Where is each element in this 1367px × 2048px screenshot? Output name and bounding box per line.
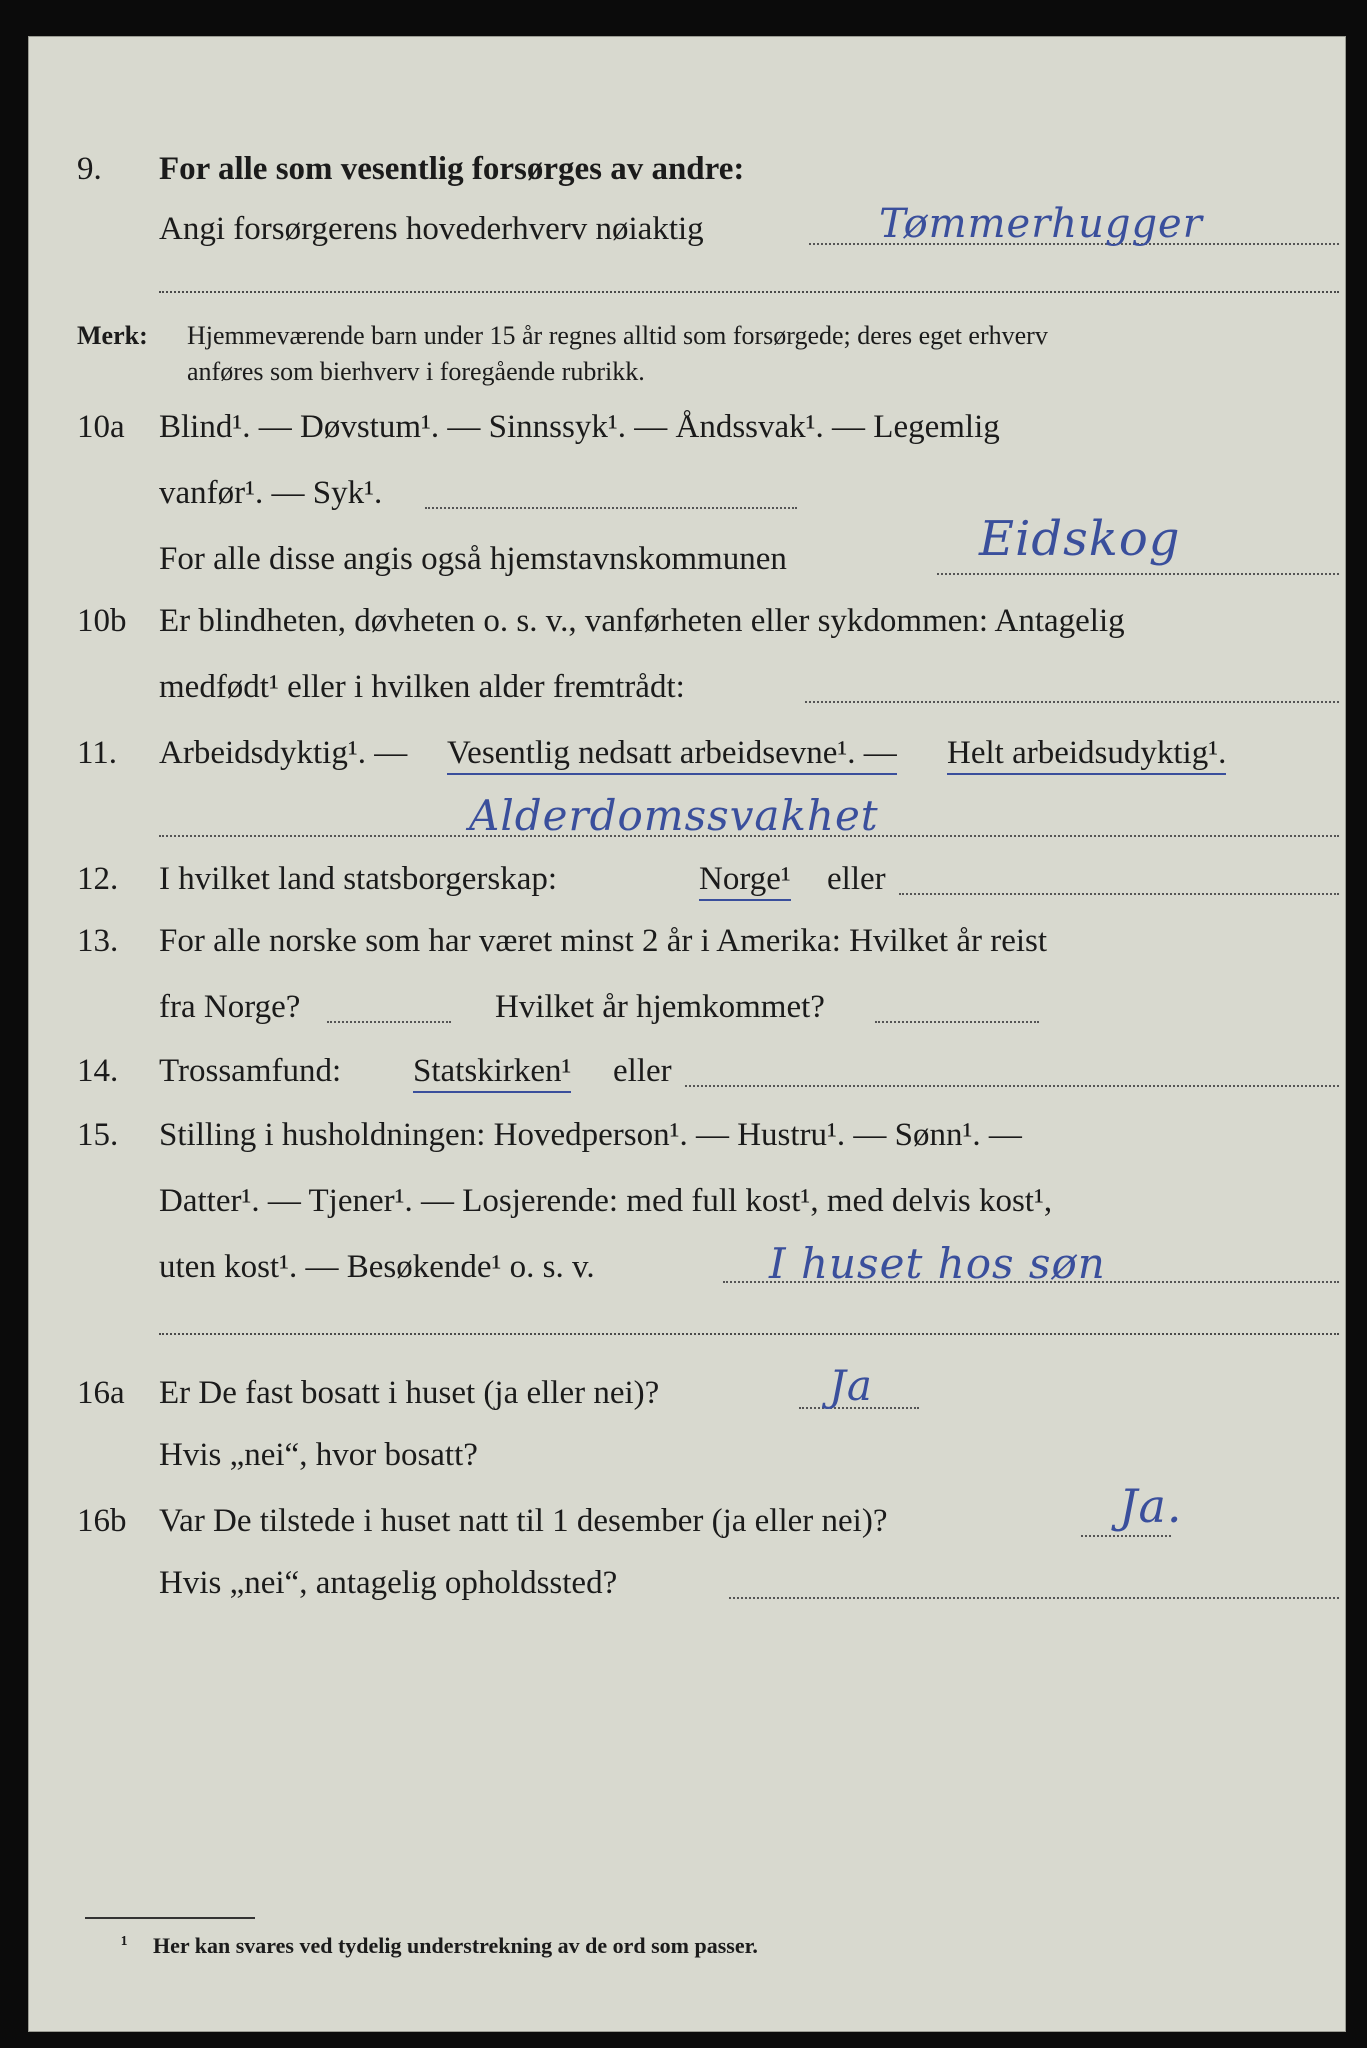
q9-row-2	[29, 201, 1345, 249]
q11-row-1	[29, 733, 1345, 773]
q15-row-3	[29, 1239, 1345, 1288]
merk-text-1: Hjemmeværende barn under 15 år regnes alltid som forsørgede; deres eget erhverv	[187, 321, 1048, 350]
q9-heading: For alle som vesentlig forsørges av andre:	[159, 151, 745, 187]
q10a-row-3	[29, 511, 1345, 579]
q16a-text-2: Hvis „nei“, hvor bosatt?	[159, 1437, 478, 1473]
q14-row	[29, 1051, 1345, 1091]
q10b-text-2: medfødt¹ eller i hvilken alder fremtrådt:	[159, 669, 685, 705]
q13-text-1: For alle norske som har været minst 2 år i Amerika: Hvilket år reist	[159, 923, 1048, 959]
census-form-page	[28, 36, 1346, 2032]
q10a-kommune-line	[937, 573, 1339, 575]
q11-answer-handwritten: Alderdomssvakhet	[469, 791, 879, 840]
footnote-mark: ¹	[121, 1931, 128, 1956]
merk-row-1	[29, 319, 1345, 359]
q14-option-statskirken: Statskirken¹	[413, 1051, 571, 1093]
q13-reist-line	[327, 1021, 451, 1023]
q16b-row-2	[29, 1563, 1345, 1603]
q10a-text-3: For alle disse angis også hjemstavnskommunen	[159, 541, 787, 577]
footnote-divider	[85, 1917, 255, 1919]
divider	[159, 291, 1339, 293]
q16b-text-2: Hvis „nei“, antagelig opholdssted?	[159, 1565, 618, 1601]
q10a-syk-line	[425, 507, 797, 509]
q14-eller: eller	[613, 1053, 672, 1089]
merk-text-2: anføres som bierhverv i foregående rubrikk.	[187, 357, 645, 386]
q13-text-2b: Hvilket år hjemkommet?	[495, 989, 825, 1025]
q13-row-1	[29, 921, 1345, 961]
q10a-row-1	[29, 407, 1345, 447]
footnote-text: Her kan svares ved tydelig understrekning av de ord som passer.	[153, 1933, 758, 1958]
q12-text: I hvilket land statsborgerskap:	[159, 861, 558, 897]
q16a-number: 16a	[77, 1375, 125, 1411]
q9-number: 9.	[77, 151, 102, 187]
q13-row-2	[29, 987, 1345, 1027]
q15-extra-line	[159, 1333, 1339, 1335]
q10b-row-2	[29, 667, 1345, 707]
q15-text-1: Stilling i husholdningen: Hovedperson¹. — Hustru¹. — Sønn¹. —	[159, 1117, 1022, 1153]
q10a-number: 10a	[77, 409, 125, 445]
q15-number: 15.	[77, 1117, 119, 1153]
q16a-text-1: Er De fast bosatt i huset (ja eller nei)?	[159, 1375, 660, 1411]
q9-answer-handwritten: Tømmerhugger	[879, 201, 1203, 247]
q14-text: Trossamfund:	[159, 1053, 342, 1089]
q13-hjemkommet-line	[875, 1021, 1039, 1023]
q15-text-2: Datter¹. — Tjener¹. — Losjerende: med full kost¹, med delvis kost¹,	[159, 1183, 1053, 1219]
q13-text-2a: fra Norge?	[159, 989, 301, 1025]
q11-row-2	[29, 791, 1345, 840]
q16a-answer-handwritten: Ja	[829, 1361, 873, 1410]
q15-text-3: uten kost¹. — Besøkende¹ o. s. v.	[159, 1249, 595, 1285]
q12-option-norge: Norge¹	[699, 859, 791, 901]
q12-number: 12.	[77, 861, 119, 897]
q11-option-vesentlig: Vesentlig nedsatt arbeidsevne¹. —	[447, 733, 897, 775]
q11-option-arbeidsdyktig: Arbeidsdyktig¹. —	[159, 735, 408, 771]
q12-row	[29, 859, 1345, 899]
q15-row-2	[29, 1181, 1345, 1221]
q10a-row-2	[29, 473, 1345, 513]
q16b-answer-handwritten: Ja.	[1119, 1479, 1183, 1533]
q10b-number: 10b	[77, 603, 127, 639]
q16b-answer-line	[1081, 1535, 1171, 1537]
q16a-row-1	[29, 1361, 1345, 1413]
q10a-text-2: vanfør¹. — Syk¹.	[159, 475, 383, 511]
q10a-text-1: Blind¹. — Døvstum¹. — Sinnssyk¹. — Åndssvak¹. — Legemlig	[159, 409, 1000, 445]
q12-eller: eller	[827, 861, 886, 897]
q15-answer-handwritten: I huset hos søn	[769, 1239, 1106, 1288]
q15-row-1	[29, 1115, 1345, 1155]
q13-number: 13.	[77, 923, 119, 959]
q14-answer-line	[685, 1085, 1339, 1087]
q16b-text-1: Var De tilstede i huset natt til 1 desember (ja eller nei)?	[159, 1503, 888, 1539]
merk-row-2	[29, 355, 1345, 395]
q16b-opholdssted-line	[729, 1597, 1339, 1599]
q10a-answer-handwritten: Eidskog	[979, 511, 1181, 567]
q9-row-1	[29, 149, 1345, 189]
q16b-row-1	[29, 1479, 1345, 1541]
q10b-answer-line	[805, 701, 1339, 703]
q11-option-helt: Helt arbeidsudyktig¹.	[947, 733, 1226, 775]
q16b-number: 16b	[77, 1503, 127, 1539]
merk-label: Merk:	[77, 321, 148, 350]
q12-answer-line	[899, 893, 1339, 895]
q11-number: 11.	[77, 735, 118, 771]
q9-prompt: Angi forsørgerens hovederhverv nøiaktig	[159, 211, 704, 247]
q14-number: 14.	[77, 1053, 119, 1089]
q16a-row-2	[29, 1435, 1345, 1475]
q10b-text-1: Er blindheten, døvheten o. s. v., vanførheten eller sykdommen: Antagelig	[159, 603, 1125, 639]
q10b-row-1	[29, 601, 1345, 641]
